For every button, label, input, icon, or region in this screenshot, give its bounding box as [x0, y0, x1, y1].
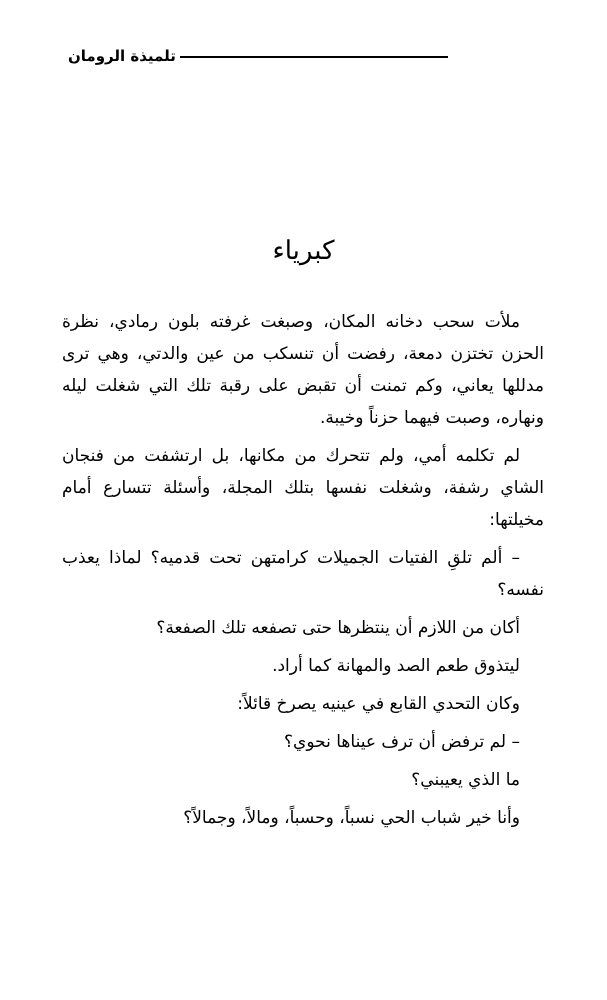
paragraph: – ألم تلقِ الفتيات الجميلات كرامتهن تحت قدميه؟ لماذا يعذب نفسه؟ — [62, 548, 544, 600]
header-rule — [180, 56, 448, 58]
paragraph: لم تكلمه أمي، ولم تتحرك من مكانها، بل ارتشفت من فنجان الشاي رشفة، وشغلت نفسها بتلك المجلة، وأسئلة تتسارع أمام مخيلتها: — [62, 446, 544, 530]
paragraph: ما الذي يعيبني؟ — [411, 770, 520, 790]
paragraph: ليتذوق طعم الصد والمهانة كما أراد. — [272, 656, 520, 676]
paragraph: ملأت سحب دخانه المكان، وصبغت غرفته بلون رمادي، نظرة الحزن تختزن دمعة، رفضت أن تنسكب من عين والدتي، وهي ترى مدللها يعاني، وكم تمنت أن تقبض على رقبة تلك التي شغلت ليله ونهاره، وصبت فيهما حزناً وخيبة. — [62, 312, 544, 428]
story-body — [62, 306, 544, 840]
paragraph: وأنا خير شباب الحي نسباً، وحسباً، ومالاً، وجمالاً؟ — [183, 808, 520, 828]
paragraph: وكان التحدي القابع في عينيه يصرخ قائلاً: — [237, 694, 520, 714]
header-title: تلميذة الرومان — [68, 47, 176, 65]
story-title: كبرياء — [272, 236, 335, 266]
paragraph: أكان من اللازم أن ينتظرها حتى تصفعه تلك الصفعة؟ — [156, 618, 520, 638]
paragraph: – لم ترفض أن ترف عيناها نحوي؟ — [284, 732, 520, 752]
running-header — [68, 44, 448, 68]
